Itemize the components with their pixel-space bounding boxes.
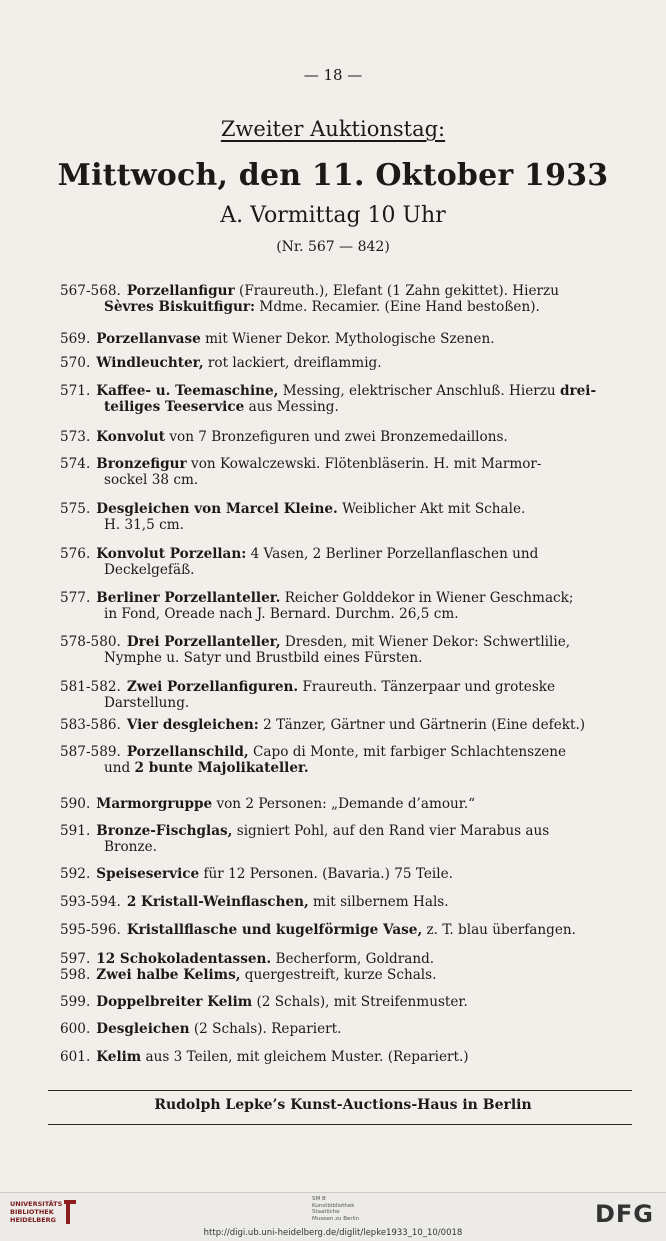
lot-title: Desgleichen von Marcel Kleine.: [96, 501, 338, 517]
lot-title: Drei Porzellanteller,: [126, 634, 281, 650]
lot-continuation-text: H. 31,5 cm.: [104, 517, 184, 533]
lot-title: Vier desgleichen:: [126, 717, 259, 733]
lot-number: 600.: [60, 1021, 91, 1037]
lot-description: für 12 Personen. (Bavaria.) 75 Teile.: [199, 866, 453, 882]
lot-entry: [60, 501, 635, 533]
lot-entry: [60, 994, 635, 1010]
lot-description: Capo di Monte, mit farbiger Schlachtenszene: [248, 744, 567, 760]
lot-entry: [60, 383, 635, 415]
dfg-logo[interactable]: DFG: [594, 1200, 654, 1228]
lot-continuation-emphasis: 2 bunte Majolikateller.: [134, 760, 309, 776]
lot-continuation: [60, 650, 635, 666]
lot-description: Dresden, mit Wiener Dekor: Schwertlilie,: [280, 634, 571, 650]
page-url[interactable]: http://digi.ub.uni-heidelberg.de/diglit/lepke1933_10_10/0018: [203, 1228, 463, 1238]
lot-entry: [60, 823, 635, 855]
lot-description: (Fraureuth.), Elefant (1 Zahn gekittet). Hierzu: [234, 283, 559, 299]
lot-number: 571.: [60, 383, 91, 399]
lot-title: 12 Schokoladentassen.: [96, 951, 272, 967]
lot-entry: [60, 546, 635, 578]
date-heading: Mittwoch, den 11. Oktober 1933: [57, 158, 609, 193]
lot-entry: [60, 331, 635, 347]
lot-title: Porzellanschild,: [126, 744, 249, 760]
lot-continuation-emphasis: Sèvres Biskuitfigur:: [104, 299, 256, 315]
lot-number: 570.: [60, 355, 91, 371]
lot-continuation-text: und: [104, 760, 135, 776]
lot-entry: [60, 590, 635, 622]
lot-description: 4 Vasen, 2 Berliner Porzellanflaschen und: [246, 546, 539, 562]
lot-entry: [60, 1049, 635, 1065]
publisher-imprint: Rudolph Lepke’s Kunst-Auctions-Haus in Berlin: [154, 1097, 532, 1113]
lot-title: Porzellanfigur: [126, 283, 235, 299]
lot-entry: [60, 634, 635, 666]
lot-continuation-text: Darstellung.: [104, 695, 190, 711]
lot-description: (2 Schals). Repariert.: [189, 1021, 342, 1037]
university-library-logo[interactable]: UNIVERSITÄTS BIBLIOTHEK HEIDELBERG: [10, 1200, 63, 1224]
lot-entry: [60, 967, 635, 983]
lot-description: von 2 Personen: „Demande d’amour.“: [212, 796, 476, 812]
lot-entry: [60, 283, 635, 315]
lot-title: Desgleichen: [96, 1021, 190, 1037]
lot-continuation: [60, 517, 635, 533]
lot-entry: [60, 1021, 635, 1037]
page-number: — 18 —: [303, 66, 363, 84]
lot-description: Weiblicher Akt mit Schale.: [337, 501, 526, 517]
lot-number: 599.: [60, 994, 91, 1010]
lot-continuation: [60, 695, 635, 711]
lot-continuation: [60, 606, 635, 622]
lot-continuation-emphasis: teiliges Teeservice: [104, 399, 245, 415]
lot-continuation: [60, 760, 635, 776]
lot-entry: [60, 951, 635, 967]
lot-continuation-text: Bronze.: [104, 839, 157, 855]
lot-title: Porzellanvase: [96, 331, 201, 347]
lot-description: quergestreift, kurze Schals.: [240, 967, 437, 983]
lot-title: Konvolut: [96, 429, 166, 445]
lot-description: Fraureuth. Tänzerpaar und groteske: [298, 679, 556, 695]
lot-number: 578-580.: [60, 634, 121, 650]
lot-description: signiert Pohl, auf den Rand vier Marabus aus: [232, 823, 550, 839]
lot-number: 598.: [60, 967, 91, 983]
lot-entry: [60, 456, 635, 488]
lot-title: Zwei Porzellanfiguren.: [126, 679, 299, 695]
lot-title: Bronzefigur: [96, 456, 187, 472]
lot-number: 576.: [60, 546, 91, 562]
lot-description: aus 3 Teilen, mit gleichem Muster. (Repariert.): [141, 1049, 469, 1065]
lot-description: Messing, elektrischer Anschluß. Hierzu: [278, 383, 560, 399]
lot-number: 601.: [60, 1049, 91, 1065]
lot-continuation: [60, 472, 635, 488]
lot-number: 591.: [60, 823, 91, 839]
lot-continuation-text: Mdme. Recamier. (Eine Hand bestoßen).: [255, 299, 540, 315]
lot-title: Kaffee- u. Teemaschine,: [96, 383, 279, 399]
lot-continuation: [60, 299, 635, 315]
lot-number: 592.: [60, 866, 91, 882]
lot-description: 2 Tänzer, Gärtner und Gärtnerin (Eine defekt.): [258, 717, 586, 733]
lot-number: 595-596.: [60, 922, 121, 938]
lot-continuation: [60, 839, 635, 855]
lot-number: 573.: [60, 429, 91, 445]
time-heading: A. Vormittag 10 Uhr: [220, 203, 446, 228]
lot-number: 581-582.: [60, 679, 121, 695]
lot-entry: [60, 922, 635, 938]
lot-title: Zwei halbe Kelims,: [96, 967, 241, 983]
auction-day-heading: Zweiter Auktionstag:: [220, 117, 446, 141]
lot-continuation-text: Deckelgefäß.: [104, 562, 195, 578]
lot-description: Becherform, Goldrand.: [271, 951, 435, 967]
lot-entry: [60, 717, 635, 733]
lot-continuation: [60, 399, 635, 415]
footer-rule-bottom: [48, 1124, 632, 1125]
lot-title: Kelim: [96, 1049, 142, 1065]
footer-rule-top: [48, 1090, 632, 1091]
lot-number: 577.: [60, 590, 91, 606]
lot-title: 2 Kristall-Weinflaschen,: [126, 894, 309, 910]
lot-entry: [60, 894, 635, 910]
lot-continuation: [60, 562, 635, 578]
lot-continuation-text: sockel 38 cm.: [104, 472, 199, 488]
lot-title: Marmorgruppe: [96, 796, 213, 812]
lot-number: 575.: [60, 501, 91, 517]
university-emblem-icon: [60, 1198, 80, 1226]
lot-description: von 7 Bronzefiguren und zwei Bronzemedaillons.: [165, 429, 508, 445]
lot-title: Bronze-Fischglas,: [96, 823, 233, 839]
lot-number: 574.: [60, 456, 91, 472]
lot-entry: [60, 744, 635, 776]
lot-number: 567-568.: [60, 283, 121, 299]
lot-entry: [60, 429, 635, 445]
lot-number: 569.: [60, 331, 91, 347]
lot-title: Doppelbreiter Kelim: [96, 994, 253, 1010]
lot-entry: [60, 866, 635, 882]
lot-range: (Nr. 567 — 842): [276, 239, 390, 255]
lot-continuation-text: Nymphe u. Satyr und Brustbild eines Fürsten.: [104, 650, 423, 666]
lot-description: mit silbernem Hals.: [308, 894, 449, 910]
lot-title: Berliner Porzellanteller.: [96, 590, 281, 606]
lot-number: 593-594.: [60, 894, 121, 910]
lot-description: rot lackiert, dreiflammig.: [203, 355, 382, 371]
lot-entry: [60, 355, 635, 371]
lot-description: z. T. blau überfangen.: [422, 922, 576, 938]
lot-number: 583-586.: [60, 717, 121, 733]
lot-description: Reicher Golddekor in Wiener Geschmack;: [280, 590, 574, 606]
lot-title: Kristallflasche und kugelförmige Vase,: [126, 922, 423, 938]
lot-title: Windleuchter,: [96, 355, 204, 371]
kunstbibliothek-logo[interactable]: SM B Kunstbibliothek Staatliche Museen zu Berlin: [312, 1196, 360, 1222]
lot-continuation-text: aus Messing.: [244, 399, 339, 415]
lot-description: (2 Schals), mit Streifenmuster.: [252, 994, 468, 1010]
lot-number: 597.: [60, 951, 91, 967]
lot-number: 590.: [60, 796, 91, 812]
lot-description: mit Wiener Dekor. Mythologische Szenen.: [200, 331, 495, 347]
lot-description-emphasis: drei-: [559, 383, 597, 399]
lot-number: 587-589.: [60, 744, 121, 760]
lot-description: von Kowalczewski. Flötenbläserin. H. mit Marmor-: [186, 456, 542, 472]
lot-entry: [60, 679, 635, 711]
lot-title: Konvolut Porzellan:: [96, 546, 247, 562]
lot-entry: [60, 796, 635, 812]
lot-continuation-text: in Fond, Oreade nach J. Bernard. Durchm. 26,5 cm.: [104, 606, 459, 622]
lot-title: Speiseservice: [96, 866, 200, 882]
